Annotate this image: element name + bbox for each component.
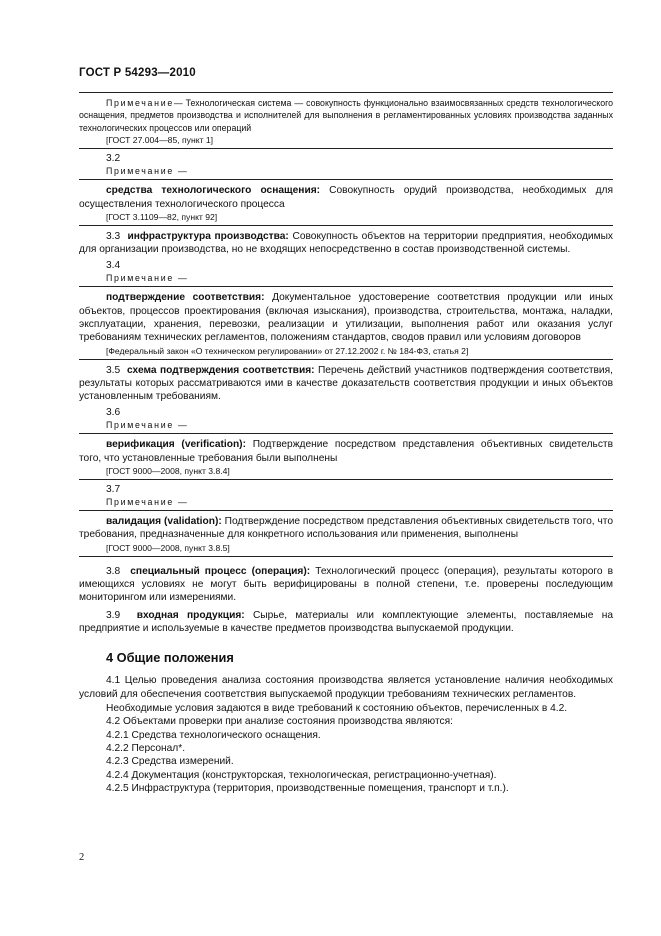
source-reference: [ГОСТ 9000—2008, пункт 3.8.4]: [106, 466, 230, 477]
definition-box-3-4: [79, 286, 613, 359]
term: инфраструктура производства:: [127, 230, 289, 242]
definition-box-3-2: [79, 179, 613, 226]
note-label-3-6: Примечание —: [106, 420, 189, 431]
section-title-4: 4 Общие положения: [106, 650, 234, 666]
clause-number-3-2: 3.2: [106, 153, 121, 165]
clause-number-3-4: 3.4: [106, 260, 121, 272]
source-reference: [Федеральный закон «О техническом регулировании» от 27.12.2002 г. № 184-ФЗ, статья 2]: [106, 345, 469, 356]
page-number: 2: [79, 852, 85, 863]
list-item: 4.2.3 Средства измерений.: [106, 756, 234, 768]
clause-3-9: 3.9 входная продукция: Сырье, материалы или комплектующие элементы, поставляемые на предприятие и используемые в качестве предметов производства выпускаемой продукции.: [79, 609, 613, 634]
term: входная продукция:: [136, 609, 245, 621]
term: схема подтверждения соответствия:: [127, 364, 315, 376]
note-text: Примечание— Технологическая система — совокупность функционально взаимосвязанных средств технологического оснащения, предметов производства и исполнителей для выполнения в регламентированных условиях производства заданных технологических процессов или операций: [79, 98, 613, 133]
note-label-3-4: Примечание —: [106, 273, 189, 284]
clause-3-3: 3.3 инфраструктура производства: Совокупность объектов на территории предприятия, необходимых для организации производства, но не входящих непосредственно в состав производственной системы.: [79, 230, 613, 256]
definition-text: подтверждение соответствия: Документальное удостоверение соответствия продукции или иных объектов, процессов проектирования (включая изыскания), производства, строительства, монтажа, наладки, эксплуатации, хранения, перевозки, реализации и утилизации, выполнения работ или оказания услуг требованиям технических регламентов, положениям стандартов, сводов правил или условиям договоров: [79, 292, 613, 344]
standard-number-header: ГОСТ Р 54293—2010: [79, 67, 196, 79]
definition-box-3-6: [79, 433, 613, 480]
list-item: 4.2.2 Персонал*.: [106, 742, 186, 754]
term: валидация (validation):: [106, 516, 222, 528]
list-item: 4.2.1 Средства технологического оснащения.: [106, 729, 321, 741]
source-reference: [ГОСТ 27.004—85, пункт 1]: [106, 135, 214, 146]
clause-3-5: 3.5 схема подтверждения соответствия: Перечень действий участников подтверждения соответствия, результаты которых рассматриваются ими в качестве доказательств соответствия продукции и иных объектов установленным требованиям.: [79, 364, 613, 403]
definition-text: средства технологического оснащения: Совокупность орудий производства, необходимых для осуществления технологического процесса: [79, 185, 613, 210]
page-content: [79, 92, 613, 795]
note-label-3-2: Примечание —: [106, 166, 189, 177]
definition-text: валидация (validation): Подтверждение посредством представления объективных свидетельств того, что требования, предназначенные для конкретного использования или применения, выполнены: [79, 516, 613, 541]
definition-box-3-7: [79, 510, 613, 557]
note-box-3-1: [79, 92, 613, 149]
term: верификация (verification):: [106, 439, 246, 451]
definition-text: верификация (verification): Подтверждение посредством представления объективных свидетельств того, что установленные требования были выполнены: [79, 439, 613, 464]
note-label-3-7: Примечание —: [106, 497, 189, 508]
clause-number-3-7: 3.7: [106, 484, 121, 496]
paragraph-4-2: 4.2 Объектами проверки при анализе состояния производства являются:: [106, 716, 453, 728]
term: специальный процесс (операция):: [130, 565, 311, 577]
paragraph-4-1: 4.1 Целью проведения анализа состояния производства является установление наличия необходимых условий для обеспечения соответствия выпускаемой продукции требованиям технических регламентов.: [79, 675, 613, 700]
list-item: 4.2.4 Документация (конструкторская, технологическая, регистрационно-учетная).: [106, 769, 497, 781]
source-reference: [ГОСТ 9000—2008, пункт 3.8.5]: [106, 542, 230, 553]
list-item: 4.2.5 Инфраструктура (территория, производственные помещения, транспорт и т.п.).: [106, 782, 509, 794]
paragraph-conditions: Необходимые условия задаются в виде требований к состоянию объектов, перечисленных в 4.2.: [106, 703, 568, 715]
source-reference: [ГОСТ 3.1109—82, пункт 92]: [106, 211, 218, 222]
term: подтверждение соответствия:: [106, 292, 265, 304]
clause-3-8: 3.8 специальный процесс (операция): Технологический процесс (операция), результаты которого в имеющихся условиях не могут быть верифицированы в полной степени, т.е. проверены последующим мониторингом или измерениями.: [79, 565, 613, 604]
note-label: Примечание: [106, 98, 174, 108]
clause-number-3-6: 3.6: [106, 407, 121, 419]
term: средства технологического оснащения:: [106, 185, 321, 197]
